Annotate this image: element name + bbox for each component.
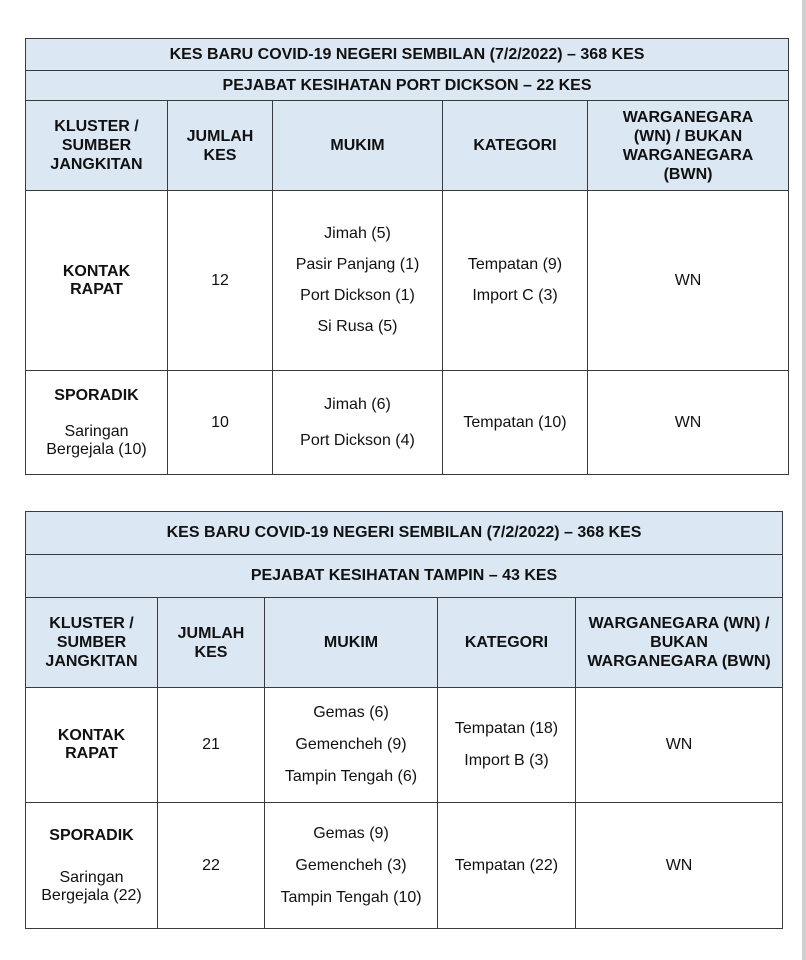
cell-kluster [26,191,168,371]
kluster-label: SPORADIK [49,826,134,844]
cell-mukim [265,803,438,929]
mukim-item: Si Rusa (5) [317,318,398,335]
case-table-port-dickson [25,38,789,475]
header-mukim: MUKIM [265,598,438,688]
header-mukim: MUKIM [273,101,443,191]
header-jumlah: JUMLAH KES [168,101,273,191]
header-kluster: KLUSTER / SUMBER JANGKITAN [26,101,168,191]
cell-kategori [438,688,576,803]
kategori-item: Import B (3) [464,752,549,769]
table-subtitle: PEJABAT KESIHATAN TAMPIN – 43 KES [26,555,783,598]
cell-jumlah: 21 [158,688,265,803]
kategori-item: Tempatan (22) [454,856,559,874]
cell-mukim [265,688,438,803]
mukim-item: Gemas (6) [313,704,389,721]
case-table-tampin [25,511,783,929]
cell-kategori [443,371,588,475]
header-warganegara: WARGANEGARA (WN) / BUKAN WARGANEGARA (BWN) [588,101,789,191]
mukim-item: Jimah (6) [324,395,391,413]
cell-jumlah: 22 [158,803,265,929]
mukim-item: Port Dickson (1) [300,287,415,304]
kategori-item: Tempatan (10) [463,413,567,431]
cell-warganegara: WN [588,371,789,475]
cell-kluster [26,371,168,475]
cell-mukim [273,191,443,371]
cell-kategori [443,191,588,371]
mukim-item: Pasir Panjang (1) [295,256,420,273]
table-row [26,371,789,475]
mukim-item: Jimah (5) [324,225,391,242]
kluster-note: Saringan Bergejala (10) [46,422,147,458]
mukim-item: Gemencheh (9) [295,736,407,753]
cell-warganegara: WN [588,191,789,371]
kluster-label: SPORADIK [54,386,139,404]
mukim-item: Gemencheh (3) [295,856,407,874]
kategori-item: Tempatan (18) [454,720,559,737]
kluster-note: Saringan Bergejala (22) [41,868,142,904]
table-title: KES BARU COVID-19 NEGERI SEMBILAN (7/2/2022) – 368 KES [26,512,783,555]
mukim-item: Port Dickson (4) [300,431,415,449]
mukim-item: Gemas (9) [313,824,389,842]
header-jumlah: JUMLAH KES [158,598,265,688]
table-title: KES BARU COVID-19 NEGERI SEMBILAN (7/2/2022) – 368 KES [26,39,789,71]
table-row [26,191,789,371]
header-warganegara: WARGANEGARA (WN) / BUKAN WARGANEGARA (BWN) [576,598,783,688]
table-row [26,803,783,929]
cell-warganegara: WN [576,803,783,929]
cell-kluster [26,803,158,929]
mukim-item: Tampin Tengah (6) [284,768,418,785]
header-kategori: KATEGORI [443,101,588,191]
table-subtitle: PEJABAT KESIHATAN PORT DICKSON – 22 KES [26,71,789,101]
cell-warganegara: WN [576,688,783,803]
cell-kluster [26,688,158,803]
header-kategori: KATEGORI [438,598,576,688]
kluster-label: KONTAK RAPAT [62,262,131,298]
header-kluster: KLUSTER / SUMBER JANGKITAN [26,598,158,688]
kluster-label: KONTAK RAPAT [57,727,126,762]
mukim-item: Tampin Tengah (10) [280,888,422,906]
cell-jumlah: 10 [168,371,273,475]
cell-jumlah: 12 [168,191,273,371]
kategori-item: Import C (3) [472,287,558,304]
cell-mukim [273,371,443,475]
page-right-edge [802,0,806,960]
cell-kategori [438,803,576,929]
table-row [26,688,783,803]
kategori-item: Tempatan (9) [467,256,563,273]
